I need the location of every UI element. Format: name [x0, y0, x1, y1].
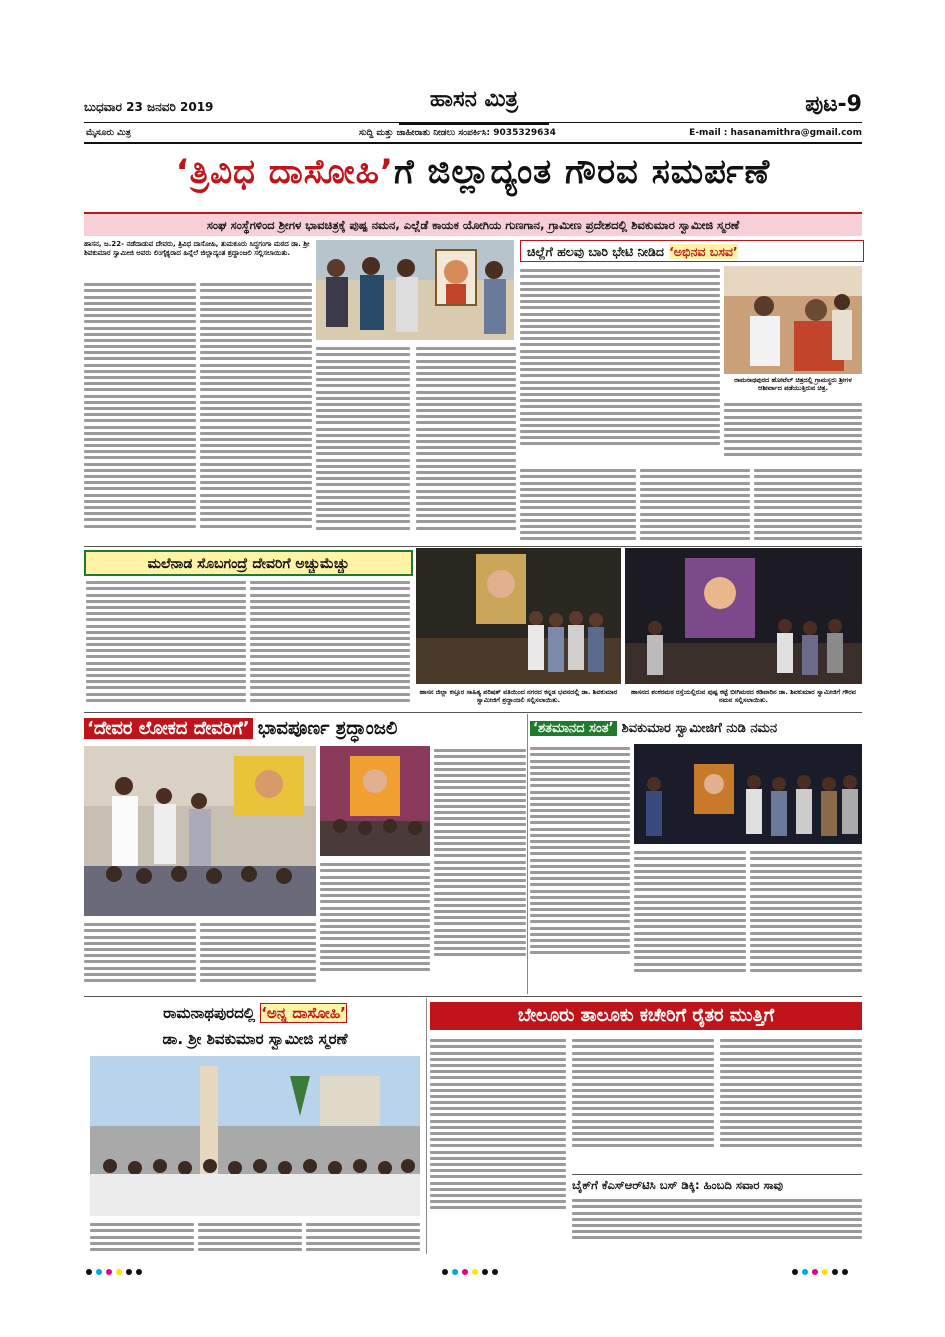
abhinava-headline-red: ‘ಅಭಿನವ ಬಸವ’ [669, 244, 738, 259]
ramanathapura-column-3 [306, 1220, 420, 1254]
malenadu-column-1 [86, 578, 246, 712]
shankarmutt-photo [625, 548, 862, 684]
devara-photo [84, 746, 316, 916]
masthead-rule-bottom [84, 142, 862, 144]
abhinava-column-1 [520, 266, 720, 462]
column-divider-middle [527, 714, 528, 994]
registration-marks-left [84, 1262, 154, 1281]
ramanathapura-headline-1 [90, 1002, 420, 1024]
section-name: ಮೈಸೂರು ಮಿತ್ರ [86, 128, 131, 138]
devara-column-3 [320, 860, 430, 992]
shatamana-headline-red: ‘ಶತಮಾನದ ಸಂತ’ [530, 721, 617, 736]
devara-headline [84, 716, 524, 742]
masthead-rule [84, 122, 862, 123]
shatamana-column-3 [750, 848, 862, 992]
tribute-photo-top [316, 240, 514, 340]
kasapa-photo [416, 548, 621, 684]
registration-marks-right [790, 1262, 860, 1281]
ramanathapura-column-1 [90, 1220, 194, 1254]
section-divider-2 [84, 712, 862, 713]
section-divider-1 [84, 546, 862, 547]
devara-headline-black: ಭಾವಪೂರ್ಣ ಶ್ರದ್ಧಾಂಜಲಿ [257, 718, 398, 739]
main-headline-red: ‘ತ್ರಿವಿಧ ದಾಸೋಹಿ’ [175, 152, 394, 192]
shatamana-headline-black: ಶಿವಕುಮಾರ ಸ್ವಾಮೀಜಿಗೆ ನುಡಿ ನಮನ [621, 721, 778, 736]
main-headline-black: ಗೆ ಜಿಲ್ಲಾದ್ಯಂತ ಗೌರವ ಸಮರ್ಪಣೆ [393, 152, 771, 192]
beluru-headline: ಬೇಲೂರು ತಾಲೂಕು ಕಚೇರಿಗೆ ರೈತರ ಮುತ್ತಿಗೆ [517, 1005, 775, 1026]
ramanathapura-photo [90, 1056, 420, 1216]
abhinava-photo-caption: ರಾಮನಾಥಪುರದ ಹೋಟೆಲ್ ಚಿತ್ರದಲ್ಲಿ ಗ್ರಾಮಸ್ಥರು ಶ್ರೀಗಳ ಆಶೀರ್ವಾದ ಪಡೆಯುತ್ತಿರುವ ಚಿತ್ರ. [734, 376, 852, 392]
issue-date: ಬುಧವಾರ 23 ಜನವರಿ 2019 [84, 100, 214, 114]
article-column-3 [316, 344, 410, 544]
shankarmutt-photo-caption: ಹಾಸನದ ಶಂಕರಮಠ ರಸ್ತೆಯಲ್ಲಿರುವ ಪುಷ್ಪ ಕಟ್ಟೆ ಬೀಗಿಮಠದ ಕಡಿವಾರಿನ ಡಾ. ಶಿವಕುಮಾರ ಸ್ವಾಮೀಜಿಗೆ ಗೌರವ ನಮನ ಸಲ್ಲಿಸಲಾಯಿತು. [631, 688, 856, 704]
lead-paragraph: ಹಾಸನ, ಜ.22- ನಡೆದಾಡುವ ದೇವರು, ತ್ರಿವಿಧ ದಾಸೋಹಿ, ತುಮಕೂರು ಸಿದ್ಧಗಂಗಾ ಮಠದ ಡಾ. ಶ್ರೀ ಶಿವಕುಮಾರ ಸ್ವಾಮೀಜಿ ಅವರು ಲಿಂಗೈಕ್ಯರಾದ ಹಿನ್ನೆಲೆ ಜಿಲ್ಲಾದ್ಯಂತ ಶ್ರದ್ಧಾಂಜಲಿ ಸಲ್ಲಿಸಲಾಯಿತು. [84, 240, 310, 257]
ramanathapura-headline-red: ‘ಅನ್ನ ದಾಸೋಹಿ’ [261, 1004, 346, 1022]
bike-column [572, 1196, 862, 1246]
abhinava-column-3 [520, 466, 636, 548]
abhinava-column-4 [640, 466, 750, 548]
bike-headline: ಬೈಕ್‌ಗೆ ಕೆಎಸ್‌ಆರ್‌ಟಿಸಿ ಬಸ್ ಡಿಕ್ಕಿ: ಹಿಂಬದಿ ಸವಾರ ಸಾವು [572, 1178, 784, 1192]
devara-column-1 [84, 920, 196, 992]
malenadu-headline-box [84, 550, 413, 576]
beluru-column-1 [430, 1036, 566, 1240]
abhinava-headline-black: ಚಿಲ್ಲೆಗೆ ಹಲವು ಬಾರಿ ಭೇಟಿ ನೀಡಿದ [527, 244, 664, 259]
email-line: E-mail : hasanamithra@gmail.com [689, 128, 862, 138]
shatamana-column-1 [530, 744, 630, 992]
registration-marks-center [440, 1262, 510, 1281]
contact-line: ಸುದ್ದಿ ಮತ್ತು ಜಾಹೀರಾತು ನೀಡಲು ಸಂಪರ್ಕಿಸಿ: 9035329634 [359, 128, 556, 138]
section-divider-3 [84, 996, 862, 997]
main-headline [84, 148, 862, 196]
article-column-2 [200, 280, 312, 546]
article-column-1 [84, 280, 196, 546]
beluru-column-3 [720, 1036, 862, 1170]
ramanathapura-column-2 [198, 1220, 302, 1254]
devara-headline-red: ‘ದೇವರ ಲೋಕದ ದೇವರಿಗೆ’ [84, 718, 253, 739]
ramanathapura-headline-black2: ಡಾ. ಶ್ರೀ ಶಿವಕುಮಾರ ಸ್ವಾಮೀಜಿ ಸ್ಮರಣೆ [162, 1030, 348, 1048]
headline-strap: ಸಂಘ ಸಂಸ್ಥೆಗಳಿಂದ ಶ್ರೀಗಳ ಭಾವಚಿತ್ರಕ್ಕೆ ಪುಷ್ಪ ನಮನ, ಎಲ್ಲೆಡೆ ಕಾಯಕ ಯೋಗಿಯ ಗುಣಗಾನ, ಗ್ರಾಮೀಣ ಪ್ರದೇಶದಲ್ಲಿ ಶಿವಕುಮಾರ ಸ್ವಾಮೀಜಿ ಸ್ಮರಣೆ [84, 212, 862, 236]
abhinava-photo [724, 266, 862, 374]
shatamana-column-2 [634, 848, 746, 992]
abhinava-column-2 [724, 400, 862, 462]
devara-column-2 [200, 920, 316, 992]
newspaper-page [84, 84, 862, 1254]
beluru-headline-box [430, 1002, 862, 1030]
kasapa-photo-caption: ಹಾಸನ ಜಿಲ್ಲಾ ಕಸ್ತೂರ ಸಾಹಿತ್ಯ ಪರಿಷತ್ ವತಿಯಿಂದ ನಗರದ ಕನ್ನಡ ಭವನದಲ್ಲಿ ಡಾ. ಶಿವಕುಮಾರ ಸ್ವಾಮೀಜಿಗೆ ಶ್ರದ್ಧಾಂಜಲಿ ಸಲ್ಲಿಸಲಾಯಿತು. [419, 688, 618, 704]
devara-column-4 [434, 746, 526, 992]
malenadu-headline: ಮಲೆನಾಡ ಸೊಬಗಂದ್ರೆ ದೇವರಿಗೆ ಅಚ್ಚುಮೆಚ್ಚು [147, 556, 350, 572]
abhinava-column-5 [754, 466, 862, 548]
masthead-logo: ಹಾಸನ ಮಿತ್ರ [399, 86, 549, 125]
page-number: ಪುಟ-9 [805, 92, 862, 117]
malenadu-column-2 [250, 578, 410, 712]
column-divider-bottom [426, 998, 427, 1254]
ramanathapura-headline-2 [90, 1028, 420, 1050]
ramanathapura-headline-black1: ರಾಮನಾಥಪುರದಲ್ಲಿ [163, 1004, 256, 1022]
shatamana-photo [634, 744, 862, 844]
abhinava-headline-box [520, 240, 864, 262]
article-column-4 [416, 344, 516, 544]
bike-headline-box [572, 1174, 862, 1193]
beluru-column-2 [572, 1036, 714, 1170]
shatamana-headline [530, 716, 862, 738]
devara-photo-2 [320, 746, 430, 856]
